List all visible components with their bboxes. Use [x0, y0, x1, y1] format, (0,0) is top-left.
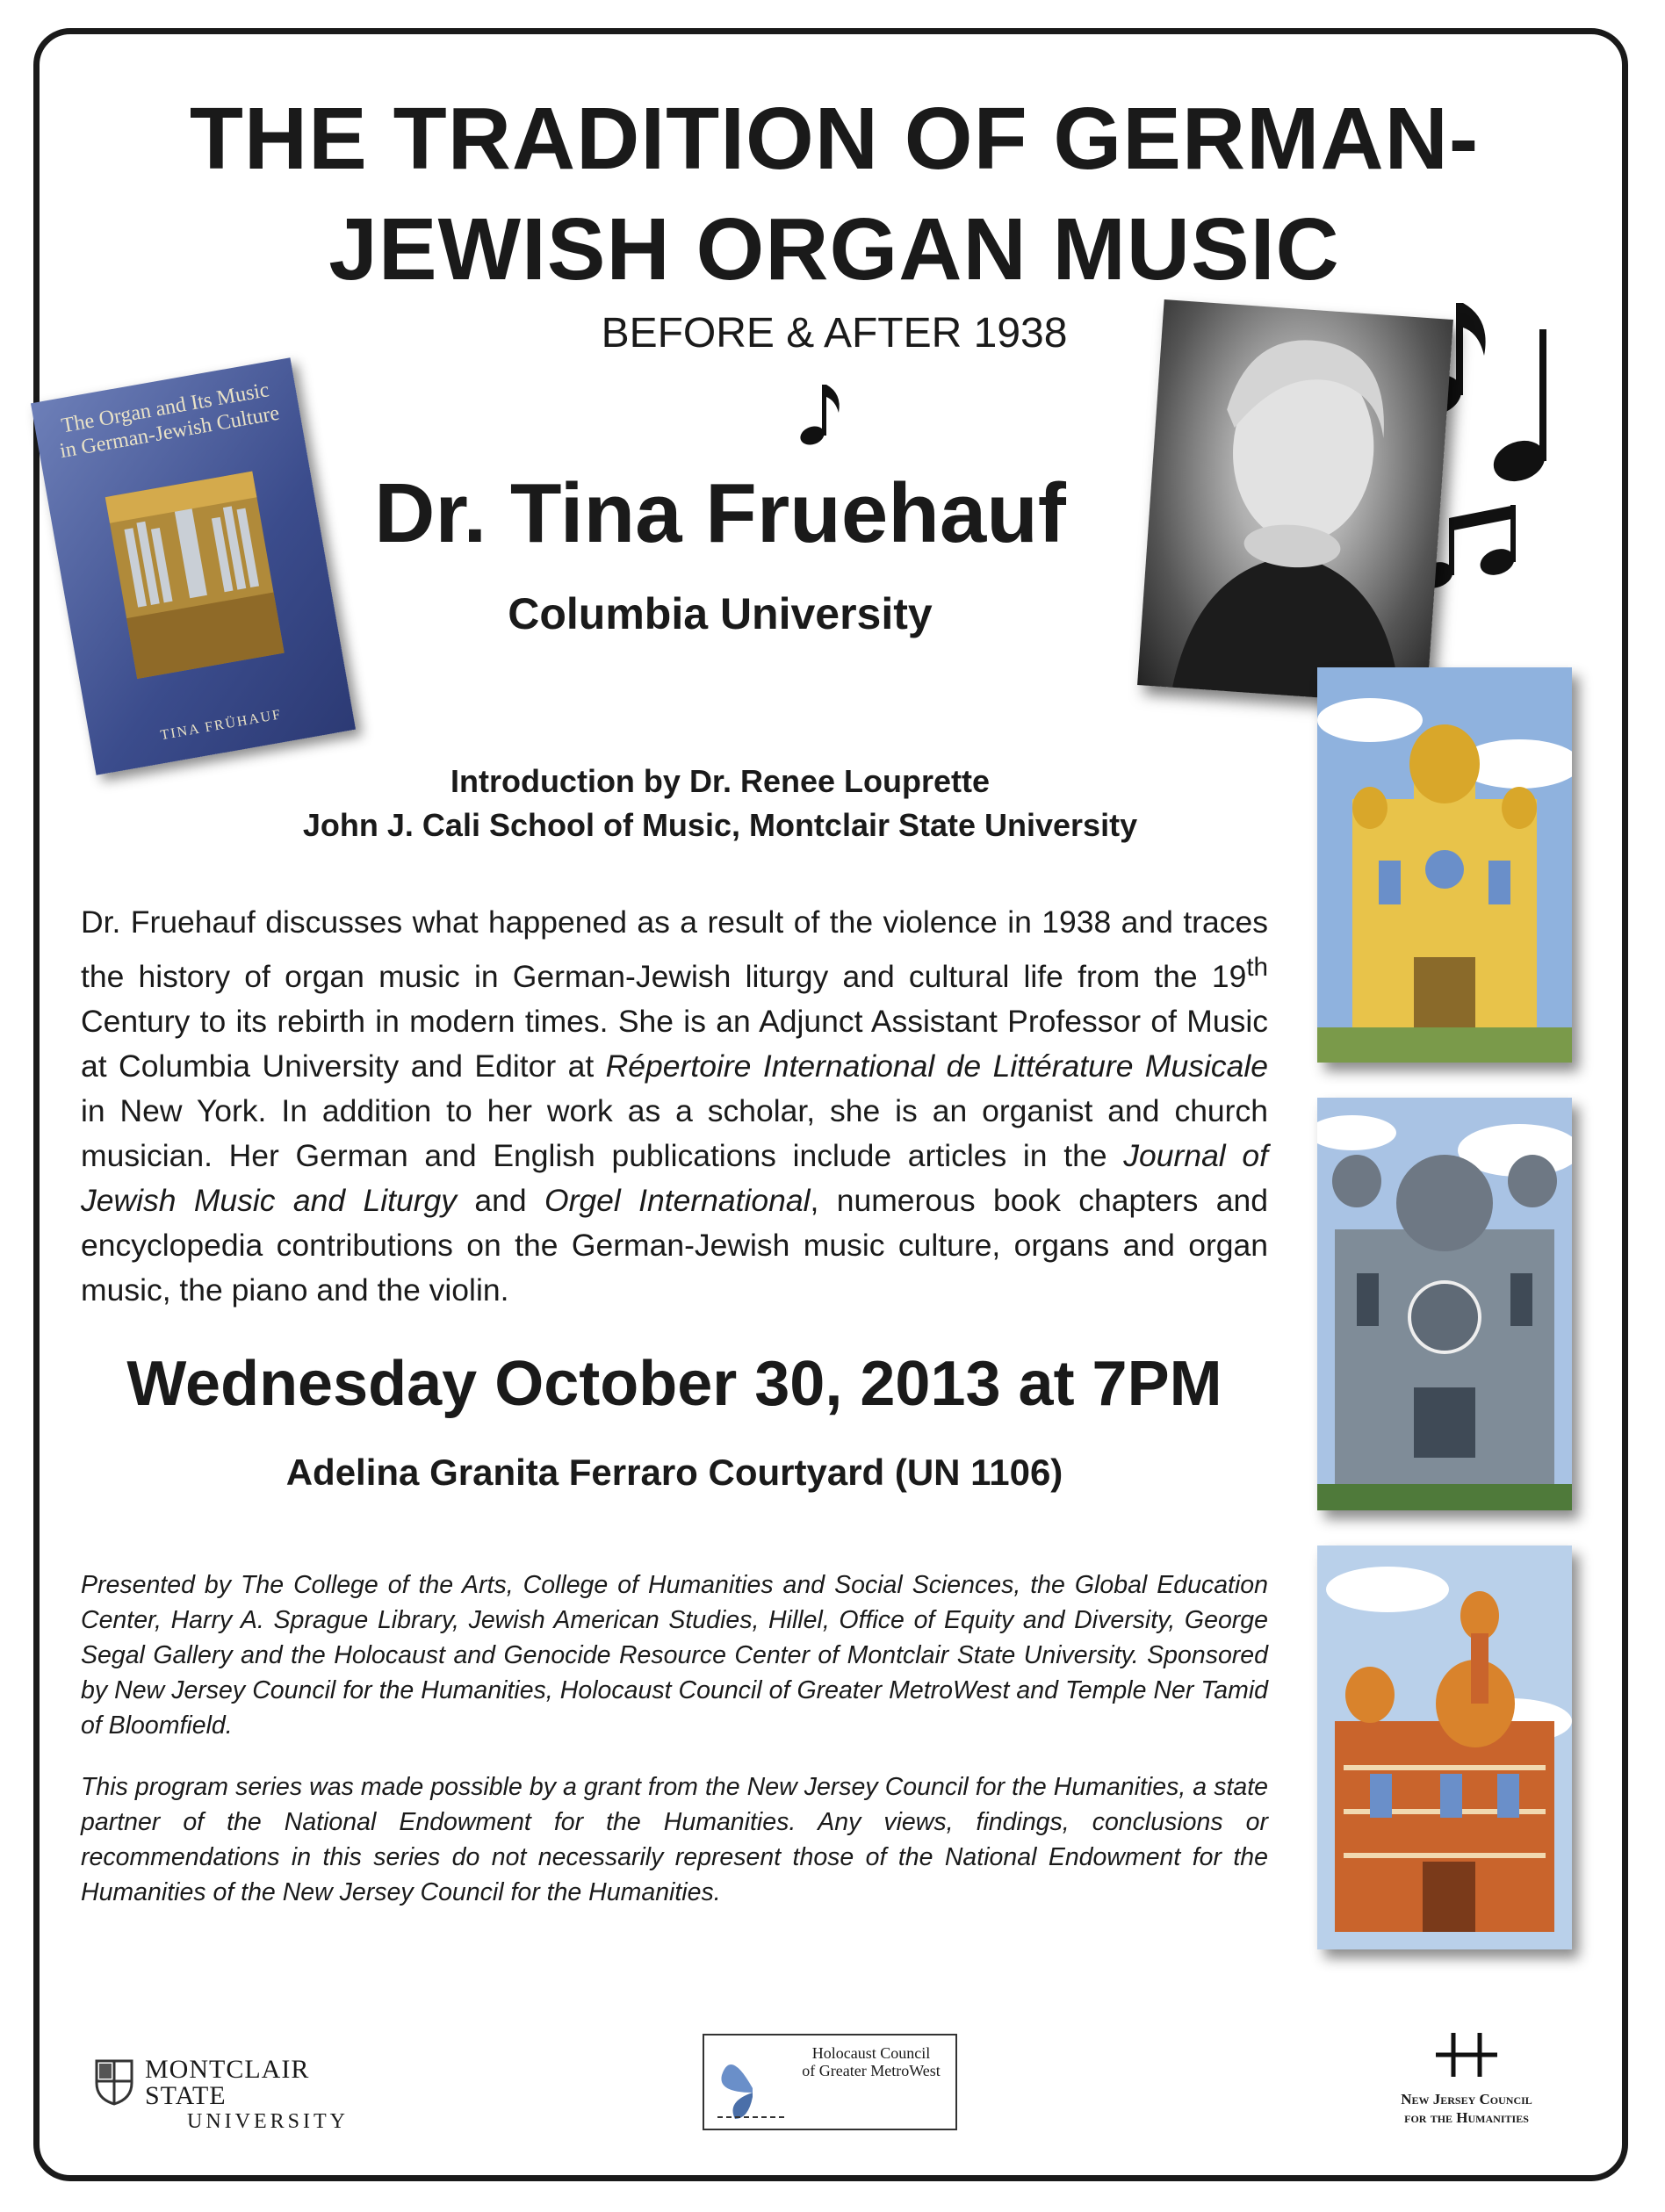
intro-line-1: Introduction by Dr. Renee Louprette — [450, 763, 991, 799]
synagogue-painting-brick — [1317, 1546, 1572, 1949]
nj-line-1: New Jersey Council — [1401, 2091, 1532, 2108]
speaker-name: Dr. Tina Fruehauf — [374, 466, 1066, 560]
hc-line-1: Holocaust Council — [811, 2044, 931, 2062]
title-line-2: JEWISH ORGAN MUSIC — [328, 200, 1340, 299]
synagogue-painting-yellow — [1317, 667, 1572, 1063]
presenters-credits: Presented by The College of the Arts, College of Humanities and Social Sciences, the Global Education Center, Harry A. Sprague Library, Jewish American Studies, Hillel, Office of Equity and Diversity, George Segal Gallery and the Holocaust and Genocide Resource Center of Montclair State University. Sponsored by New Jersey Council for the Humanities, Holocaust Council of Greater MetroWest and Temple Ner Tamid of Bloomfield. — [81, 1571, 1268, 1740]
speaker-photo — [1137, 299, 1453, 705]
speaker-affiliation: Columbia University — [508, 589, 933, 638]
book-title: The Organ and Its Music in German-Jewish Culture — [58, 378, 282, 464]
subtitle: BEFORE & AFTER 1938 — [601, 310, 1068, 357]
synagogue-painting-gray — [1317, 1098, 1572, 1510]
msu-line-2: UNIVERSITY — [187, 2110, 349, 2133]
title-line-1: THE TRADITION OF GERMAN- — [189, 90, 1480, 188]
music-note-icon — [795, 378, 847, 448]
msu-line-1: MONTCLAIR STATE — [145, 2055, 310, 2110]
hc-line-2: of Greater MetroWest — [802, 2062, 941, 2079]
h-mark-icon — [1431, 2028, 1502, 2083]
speaker-bio: Dr. Fruehauf discusses what happened as a result of the violence in 1938 and traces the history of organ music in German-Jewish liturgy and cultural life from the 19th Century to its rebirth in modern times. She is an Adjunct Assistant Professor of Music at Columbia University and Editor at Répertoire International de Littérature Musicale in New York. In addition to her work as a scholar, she is an organist and church musician. Her German and English publications include articles in the Journal of Jewish Music and Liturgy and Orgel International, numerous book chapters and encyclopedia contributions on the German-Jewish music culture, organs and organ music, the piano and the violin. — [81, 904, 1269, 1308]
shield-icon — [92, 2057, 136, 2106]
intro-line-2: John J. Cali School of Music, Montclair State University — [302, 807, 1138, 843]
nj-council-humanities-logo — [1370, 2028, 1563, 2134]
introduction — [211, 760, 1229, 847]
poster-title — [79, 83, 1589, 305]
holocaust-council-logo — [703, 2034, 957, 2130]
organ-illustration — [93, 452, 294, 688]
nj-line-2: for the Humanities — [1404, 2109, 1529, 2126]
event-venue: Adelina Granita Ferraro Courtyard (UN 1106) — [285, 1452, 1063, 1493]
grant-disclaimer: This program series was made possible by a grant from the New Jersey Council for the Humanities, a state partner of the National Endowment for the Humanities. Any views, findings, conclusions or recommendations in this series do not necessarily represent those of the National Endowment for the Humanities of the New Jersey Council for the Humanities. — [81, 1773, 1268, 1906]
book-author: TINA FRÜHAUF — [159, 707, 284, 744]
montclair-state-logo — [92, 2055, 391, 2133]
event-date: Wednesday October 30, 2013 at 7PM — [126, 1349, 1222, 1419]
butterfly-icon — [713, 2049, 792, 2123]
